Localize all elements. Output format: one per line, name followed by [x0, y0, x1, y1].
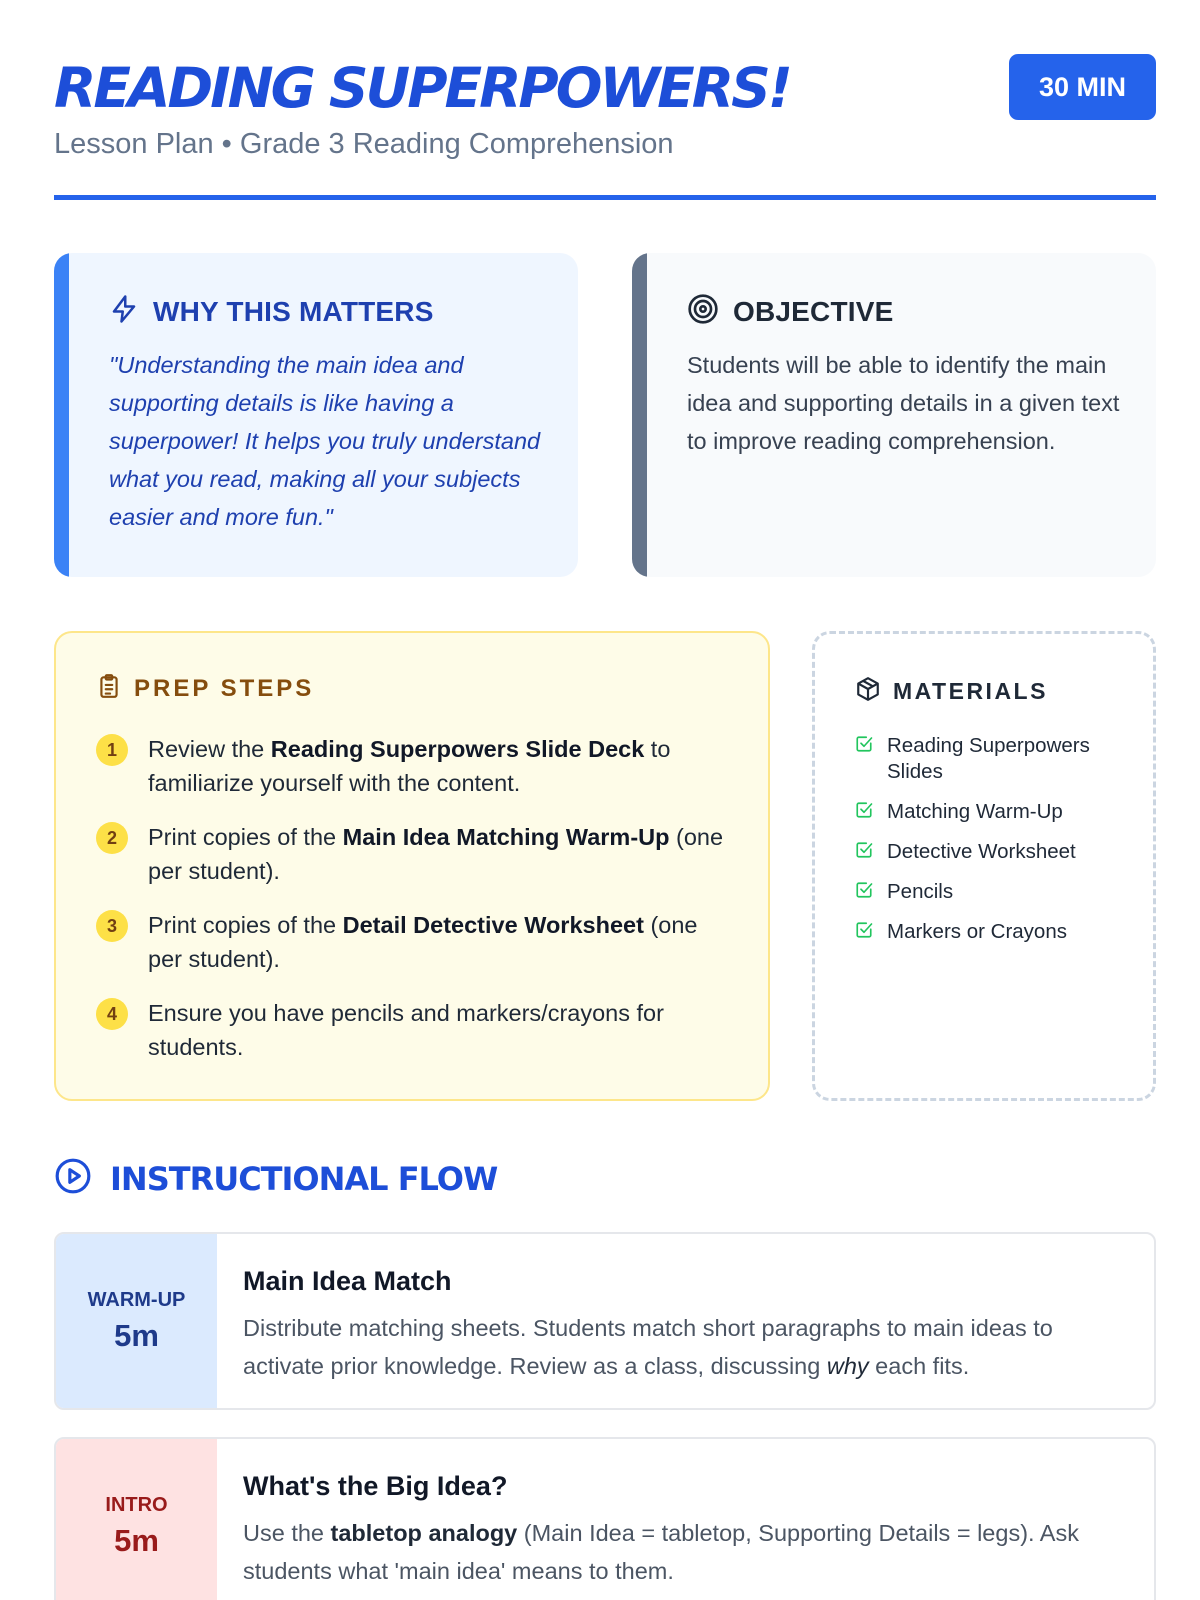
checkbox-icon — [855, 841, 875, 864]
material-label: Markers or Crayons — [887, 920, 1067, 943]
page-subtitle: Lesson Plan • Grade 3 Reading Comprehension — [54, 128, 674, 160]
material-label: Pencils — [887, 880, 954, 903]
prep-step — [96, 908, 732, 976]
instructional-flow-header — [54, 1157, 1156, 1200]
flow-body — [217, 1439, 1154, 1600]
material-label: Reading Superpowers Slides — [887, 734, 1090, 783]
why-card-quote: "Understanding the main idea and supporting details is like having a superpower! It helps you truly understand what you read, making all your subjects easier and more fun." — [109, 352, 541, 530]
objective-card-label: OBJECTIVE — [733, 295, 894, 327]
step-number: 3 — [96, 910, 128, 942]
objective-card — [632, 253, 1156, 577]
checkbox-icon — [855, 735, 875, 758]
step-text: Review the Reading Superpowers Slide Deck to familiarize yourself with the content. — [148, 736, 671, 796]
flow-title: What's the Big Idea? — [243, 1471, 508, 1501]
why-this-matters-card — [54, 253, 578, 577]
phase-label: INTRO — [105, 1493, 168, 1516]
play-circle-icon — [54, 1157, 92, 1200]
target-icon — [687, 293, 719, 330]
prep-steps-label: PREP STEPS — [134, 674, 315, 702]
duration-badge: 30 MIN — [1009, 54, 1156, 120]
material-label: Matching Warm-Up — [887, 800, 1063, 823]
flow-item-intro — [54, 1437, 1156, 1600]
step-text: Print copies of the Detail Detective Worksheet (one per student). — [148, 912, 698, 972]
material-item — [855, 879, 1123, 905]
material-item — [855, 799, 1123, 825]
objective-card-text: Students will be able to identify the main idea and supporting details in a given text to improve reading comprehension. — [687, 352, 1120, 454]
step-number: 1 — [96, 734, 128, 766]
flow-item-warm-up — [54, 1232, 1156, 1410]
materials-header — [855, 676, 1123, 707]
flow-body — [217, 1234, 1154, 1408]
checkbox-icon — [855, 801, 875, 824]
clipboard-icon — [96, 673, 122, 704]
material-item — [855, 919, 1123, 945]
instructional-flow-label: INSTRUCTIONAL FLOW — [110, 1159, 498, 1198]
prep-materials-row — [54, 631, 1156, 1101]
step-number: 4 — [96, 998, 128, 1030]
materials-card — [812, 631, 1156, 1101]
material-label: Detective Worksheet — [887, 840, 1076, 863]
step-text: Ensure you have pencils and markers/crayons for students. — [148, 1000, 664, 1060]
flow-phase — [56, 1234, 217, 1408]
prep-step — [96, 732, 732, 800]
phase-time: 5m — [114, 1317, 159, 1353]
flow-description: Use the tabletop analogy (Main Idea = tabletop, Supporting Details = legs). Ask students what 'main idea' means to them. — [243, 1520, 1079, 1584]
flow-list — [54, 1232, 1156, 1600]
material-item — [855, 733, 1123, 785]
box-icon — [855, 676, 881, 707]
instructional-flow-section — [54, 1157, 1156, 1600]
why-card-label: WHY THIS MATTERS — [153, 295, 434, 327]
step-number: 2 — [96, 822, 128, 854]
prep-step — [96, 820, 732, 888]
prep-steps-card — [54, 631, 770, 1101]
why-card-header — [109, 293, 542, 330]
step-text: Print copies of the Main Idea Matching Warm-Up (one per student). — [148, 824, 724, 884]
material-item — [855, 839, 1123, 865]
prep-steps-list — [96, 732, 732, 1064]
materials-label: MATERIALS — [893, 678, 1048, 704]
lightning-icon — [109, 293, 139, 330]
flow-title: Main Idea Match — [243, 1266, 452, 1296]
checkbox-icon — [855, 881, 875, 904]
prep-step — [96, 996, 732, 1064]
objective-card-header — [687, 293, 1120, 330]
phase-time: 5m — [114, 1522, 159, 1558]
phase-label: WARM-UP — [87, 1288, 186, 1311]
materials-list — [855, 733, 1123, 945]
prep-steps-header — [96, 673, 732, 704]
page-header — [54, 0, 1156, 200]
checkbox-icon — [855, 921, 875, 944]
flow-description: Distribute matching sheets. Students match short paragraphs to main ideas to activate prior knowledge. Review as a class, discussing why each fits. — [243, 1315, 1053, 1379]
page-title: READING SUPERPOWERS! — [54, 56, 790, 120]
flow-phase — [56, 1439, 217, 1600]
overview-row — [54, 253, 1156, 577]
